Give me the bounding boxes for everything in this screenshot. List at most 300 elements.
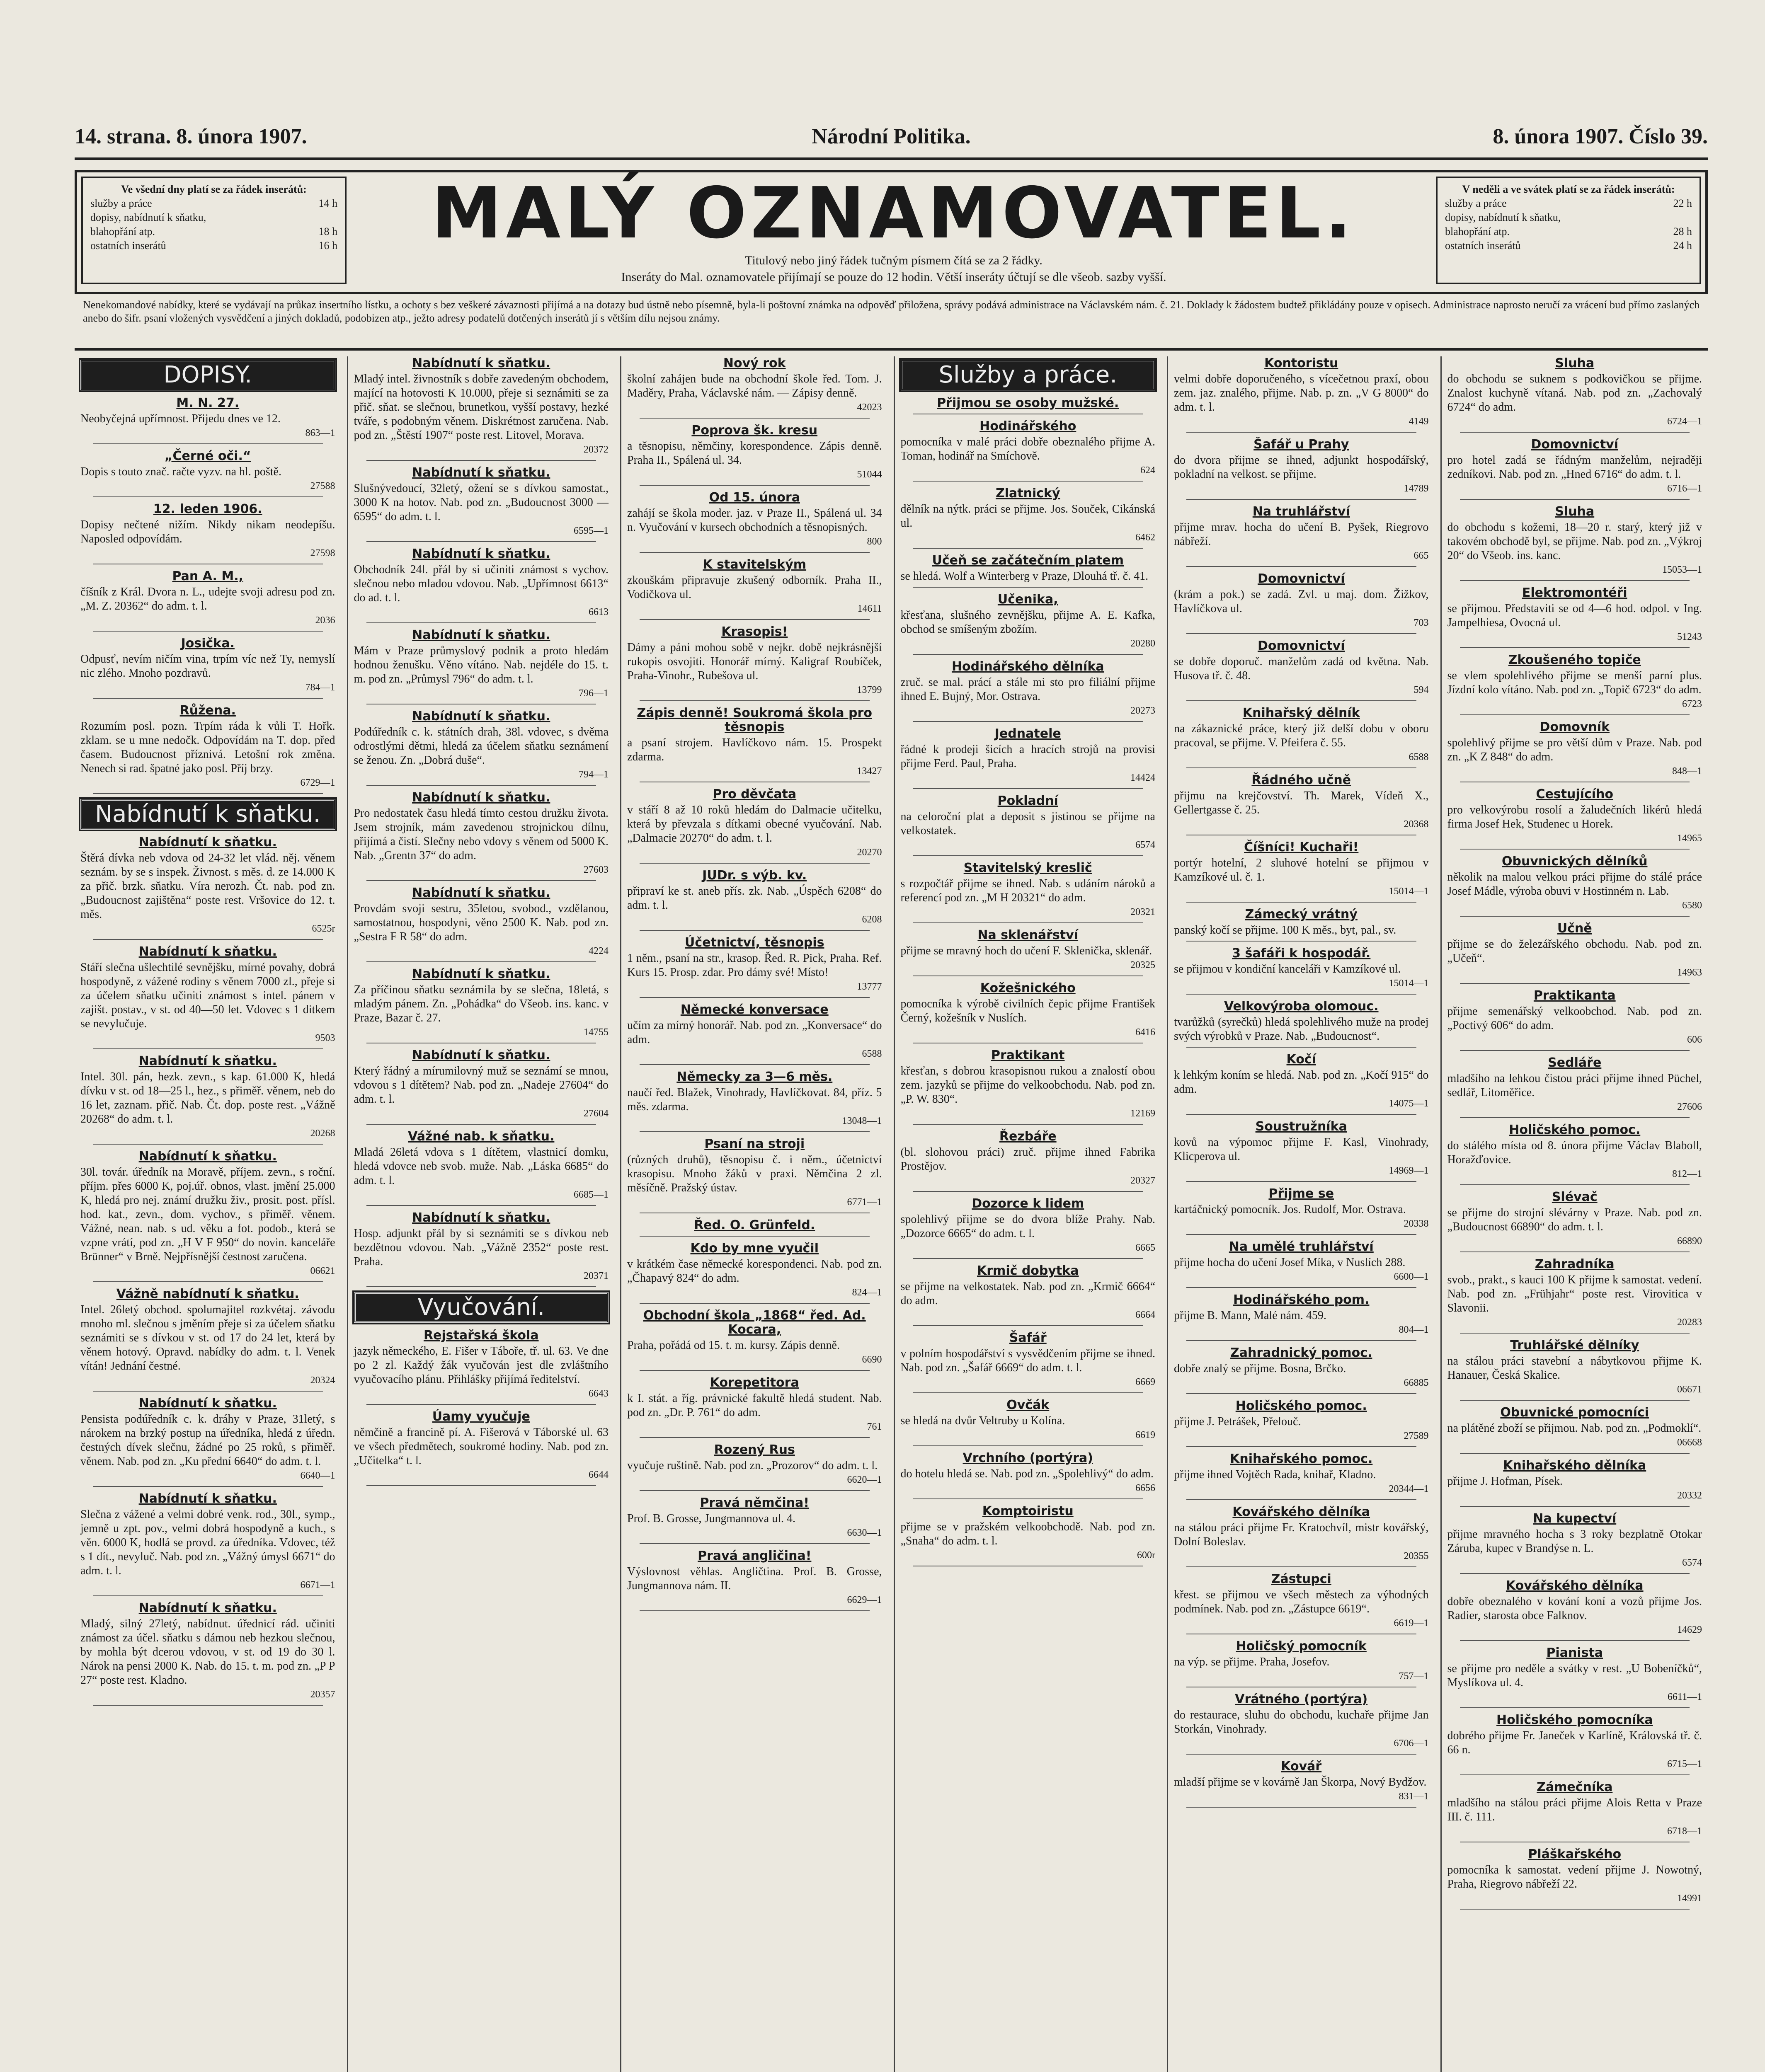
ad-text: se přijmou. Představiti se od 4—6 hod. odpol. v Ing. Jampelhiesa, Ovocná ul.: [1447, 602, 1702, 629]
ad-heading: Šafář u Prahy: [1253, 437, 1349, 452]
classified-ad: [354, 1048, 609, 1125]
ad-heading: Nabídnutí k sňatku.: [412, 547, 550, 561]
ad-reference: 27588: [310, 481, 335, 491]
ad-divider: [913, 975, 1143, 976]
ad-text: přijme se do železářského obchodu. Nab. pod zn. „Učeň“.: [1447, 938, 1702, 965]
classified-ad: [1174, 356, 1429, 433]
classified-ad: [901, 794, 1156, 856]
ad-reference: 20371: [584, 1271, 609, 1281]
ad-heading: Úamy vyučuje: [432, 1409, 530, 1424]
ad-reference: 20321: [1130, 907, 1155, 917]
ad-text: v polním hospodářství s vysvědčením přijme se ihned. Nab. pod zn. „Šafář 6669“ do adm. t. l.: [900, 1347, 1155, 1374]
ad-divider: [1186, 1754, 1416, 1755]
ad-divider: [1186, 1566, 1416, 1567]
ad-divider: [366, 1205, 596, 1206]
ad-reference: 66885: [1404, 1377, 1429, 1388]
header-left: 14. strana. 8. února 1907.: [75, 125, 307, 148]
classified-ad: [901, 1398, 1156, 1446]
ad-reference: 6629—1: [847, 1595, 882, 1605]
ad-reference: 6671—1: [300, 1580, 335, 1590]
ad-heading: Na umělé truhlářství: [1229, 1239, 1374, 1254]
ad-heading: Na sklenářství: [977, 928, 1079, 942]
ad-heading: Sluha: [1555, 504, 1595, 519]
ad-reference: 14969—1: [1389, 1165, 1429, 1176]
classified-ad: [80, 1150, 335, 1282]
ad-divider: [640, 1303, 870, 1304]
ad-divider: [93, 631, 323, 632]
ad-divider: [93, 698, 323, 699]
ad-text: Intel. 30l. pán, hezk. zevn., s kap. 61.000 K, hledá dívku v st. od 18—25 l., hez., s přiměř. věnem, neb do 16 let, zaznam. přič. Nab. Čt. dop. poste rest. „Vážně 20268“ do adm. t. l.: [80, 1070, 335, 1126]
ad-heading: Šafář: [1009, 1331, 1047, 1345]
ad-heading: Ovčák: [1006, 1398, 1050, 1412]
ad-reference: 20355: [1404, 1551, 1429, 1561]
ad-text: Hosp. adjunkt přál by si seznámiti se s dívkou neb bezdětnou vdovou. Nab. „Vážně 2352“ poste rest. Praha.: [354, 1227, 609, 1268]
ad-heading: Učenika,: [997, 592, 1058, 607]
classified-ad: [1174, 1120, 1429, 1182]
column-4: [894, 356, 1161, 2072]
ad-heading: 12. leden 1906.: [153, 502, 262, 516]
classified-ad: [1447, 653, 1702, 715]
ad-heading: Zlatnický: [995, 486, 1060, 501]
ad-reference: 6665: [1135, 1242, 1155, 1253]
ad-divider: [1460, 714, 1690, 715]
classified-ad: [1174, 1293, 1429, 1341]
classified-ad: [627, 625, 882, 701]
ad-reference: 20324: [310, 1375, 335, 1386]
classified-ad: [627, 1309, 882, 1371]
classified-ad: [1447, 1512, 1702, 1574]
ad-reference: 9503: [315, 1033, 335, 1043]
classified-ad: [1174, 1572, 1429, 1634]
ad-reference: 20280: [1130, 638, 1155, 649]
ad-heading: Pianista: [1546, 1646, 1603, 1660]
ad-heading: Jednatele: [994, 726, 1061, 741]
classified-ad: [627, 558, 882, 620]
classified-ad: [1447, 1339, 1702, 1401]
ad-heading: Od 15. února: [709, 490, 800, 505]
ad-reference: 6619—1: [1394, 1618, 1429, 1629]
classified-ad: [901, 727, 1156, 789]
ad-heading: Kontoristu: [1264, 356, 1338, 370]
ad-divider: [1460, 983, 1690, 984]
ad-text: Rozumím posl. pozn. Trpím ráda k vůli T. Hořk. zklam. se u mne nedočk. Odpovídám na T. dop. před časem. Budoucnost příznivá. Letošní rok změna. Nenech si rad. špatné jako posl. Příj brzy.: [80, 720, 335, 775]
ad-reference: 14611: [857, 603, 882, 614]
ad-reference: 600r: [1137, 1550, 1155, 1561]
ad-reference: 6416: [1135, 1027, 1155, 1038]
rate-label: ostatních inserátů: [1445, 240, 1521, 252]
ad-divider: [913, 1498, 1143, 1499]
rate-row: [1445, 239, 1692, 253]
ad-divider: [1460, 580, 1690, 581]
ad-divider: [1186, 767, 1416, 768]
classified-ad: [1174, 1346, 1429, 1394]
ad-heading: Zápis denně! Soukromá škola pro těsnopis: [637, 706, 872, 734]
ad-text: se hledá. Wolf a Winterberg v Praze, Dlouhá tř. č. 41.: [900, 570, 1149, 583]
ad-heading: Dozorce k lidem: [972, 1196, 1084, 1211]
ad-divider: [93, 1595, 323, 1596]
ad-divider: [93, 1391, 323, 1392]
ad-text: spolehlivý přijme se pro větší dům v Praze. Nab. pod zn. „K Z 848“ do adm.: [1447, 736, 1702, 763]
classified-ad: [1174, 706, 1429, 768]
ad-text: vyučuje ruštině. Nab. pod zn. „Prozorov“ do adm. t. l.: [627, 1459, 878, 1472]
rate-price: 24 h: [1673, 240, 1692, 252]
ad-heading: Knihařského dělníka: [1503, 1458, 1646, 1473]
classified-ad: [354, 1130, 609, 1206]
ad-heading: Nabídnutí k sňatku.: [138, 1601, 277, 1615]
ad-reference: 703: [1413, 617, 1429, 628]
classified-ad: [1447, 1847, 1702, 1910]
ad-text: Prof. B. Grosse, Jungmannova ul. 4.: [627, 1512, 795, 1525]
classified-ad: [901, 487, 1156, 549]
ad-reference: 6729—1: [300, 777, 335, 788]
ad-heading: Vážně nabídnutí k sňatku.: [116, 1287, 299, 1301]
ad-heading: Nabídnutí k sňatku.: [412, 628, 550, 642]
ad-text: přijme J. Petrášek, Přelouč.: [1174, 1415, 1301, 1428]
ad-text: několik na malou velkou práci přijme do stálé práce Josef Mádle, výroba obuvi v Hostinném n. Lab.: [1447, 871, 1702, 898]
rate-label: služby a práce: [90, 197, 152, 209]
ad-heading: Kočí: [1286, 1052, 1316, 1067]
ad-reference: 20270: [857, 847, 882, 858]
ad-reference: 66890: [1677, 1236, 1702, 1247]
ad-text: Mladá 26letá vdova s 1 dítětem, vlastnicí domku, hledá vdovce neb svob. muže. Nab. „Láska 6685“ do adm. t. l.: [354, 1146, 609, 1187]
ad-reference: 848—1: [1672, 766, 1702, 777]
classified-ad: [901, 981, 1156, 1043]
classified-ad: [354, 356, 609, 461]
classified-ad: [627, 1443, 882, 1491]
ad-heading: Cestujícího: [1536, 787, 1614, 801]
ad-divider: [913, 1325, 1143, 1326]
column-1: [75, 356, 341, 2072]
ad-heading: Účetnictví, těsnopis: [685, 935, 824, 950]
classified-ad: [901, 1048, 1156, 1125]
ad-heading: Josička.: [181, 636, 235, 651]
classified-ad: [354, 466, 609, 542]
ad-text: do obchodu s kožemi, 18—20 r. starý, který již v takovém obchodě byl, se přijme. Nab. pod zn. „Výkroj 20“ do Všeob. ins. kanc.: [1447, 521, 1702, 562]
ad-divider: [93, 443, 323, 444]
rate-label: dopisy, nabídnutí k sňatku,: [90, 211, 206, 223]
ad-text: (bl. slohovou práci) zruč. přijme ihned Fabrika Prostějov.: [900, 1146, 1155, 1173]
ad-text: Dopis s touto znač. račte vyzv. na hl. poště.: [80, 465, 281, 478]
ad-reference: 6620—1: [847, 1474, 882, 1485]
ad-heading: Učeň se začátečním platem: [932, 553, 1124, 568]
rate-label: dopisy, nabídnutí k sňatku,: [1445, 211, 1561, 223]
classified-ad: [1174, 1053, 1429, 1115]
ad-text: 1 něm., psaní na str., krasop. Řed. R. Pick, Praha. Ref. Kurs 15. Prosp. zdar. Pro dámy své! Místo!: [627, 952, 882, 979]
ad-reference: 20273: [1130, 705, 1155, 716]
ad-reference: 15014—1: [1389, 886, 1429, 897]
classified-ad: [627, 1496, 882, 1544]
rate-row: [90, 211, 337, 225]
column-6: [1440, 356, 1708, 2072]
ad-heading: Truhlářské dělníky: [1510, 1338, 1639, 1353]
classified-ad: [1174, 1692, 1429, 1755]
ad-reference: 6771—1: [847, 1197, 882, 1208]
ad-heading: Obuvnické pomocníci: [1500, 1405, 1649, 1420]
ad-text: Pro nedostatek času hledá tímto cestou družku života. Jsem strojník, mám zavedenou strojnickou dílnu, přijímá a čistí. Slečny nebo vdovy s věnem od 5000 K. Nab. „Grentn 37“ do adm.: [354, 807, 609, 862]
classified-ad: [1447, 1780, 1702, 1842]
ad-divider: [366, 880, 596, 881]
ad-text: dobrého přijme Fr. Janeček v Karlíně, Královská tř. č. 66 n.: [1447, 1729, 1702, 1756]
ad-text: a psaní strojem. Havlíčkovo nám. 15. Prospekt zdarma.: [627, 736, 882, 763]
classified-ad: [80, 637, 335, 699]
ad-reference: 6640—1: [300, 1470, 335, 1481]
ad-divider: [1186, 700, 1416, 701]
banner-title: MALÝ OZNAMOVATEL.: [432, 172, 1356, 254]
ad-divider: [1186, 1047, 1416, 1048]
ad-text: pomocníka k samostat. vedení přijme J. Nowotný, Praha, Riegrovo nábřeží 22.: [1447, 1864, 1702, 1890]
classified-ad: [80, 449, 335, 497]
classified-ad: [1174, 1187, 1429, 1235]
ad-divider: [1460, 1117, 1690, 1118]
ad-text: Provdám svoji sestru, 35letou, svobod., vzdělanou, samostatnou, hospodyni, věno 2500 K. Nab. pod zn. „Sestra F R 58“ do adm.: [354, 902, 609, 943]
classified-ad: [80, 945, 335, 1049]
classified-ad: [1174, 1760, 1429, 1808]
ad-reference: 27603: [584, 864, 609, 875]
ad-heading: Řádného učně: [1251, 773, 1351, 787]
ad-reference: 4224: [589, 946, 609, 956]
ad-divider: [93, 1144, 323, 1145]
ad-reference: 624: [1140, 465, 1155, 476]
ad-text: Neobyčejná upřímnost. Přijedu dnes ve 12.: [80, 412, 281, 425]
ad-heading: Přijme se: [1268, 1186, 1334, 1201]
newspaper-page: [75, 124, 1708, 2072]
ad-text: se přijmou v kondiční kanceláři v Kamzíkové ul.: [1174, 963, 1401, 975]
ad-text: se dobře doporuč. manželům zadá od května. Nab. Husova tř. č. 48.: [1174, 655, 1429, 682]
ad-reference: 13048—1: [842, 1116, 882, 1126]
ad-text: v krátkém čase německé korespondenci. Nab. pod zn. „Čhapavý 824“ do adm.: [627, 1258, 882, 1285]
classified-ad: [1174, 1000, 1429, 1048]
ad-reference: 794—1: [579, 769, 609, 780]
ad-reference: 6643: [589, 1388, 609, 1399]
ad-divider: [93, 1281, 323, 1282]
ad-reference: 784—1: [305, 682, 335, 693]
ad-heading: Knihařský dělník: [1242, 706, 1360, 720]
ad-heading: Slévač: [1552, 1190, 1598, 1204]
ad-divider: [913, 788, 1143, 789]
classified-ad: [901, 861, 1156, 923]
ad-divider: [366, 961, 596, 962]
ad-reference: 20325: [1130, 960, 1155, 971]
ad-divider: [1186, 499, 1416, 500]
ad-text: Praha, pořádá od 15. t. m. kursy. Zápis denně.: [627, 1339, 840, 1352]
ad-heading: Řed. O. Grünfeld.: [694, 1218, 815, 1232]
classified-ad: [1447, 356, 1702, 433]
weekday-rates: [81, 177, 347, 284]
ad-text: pomocníka k výrobě civilních čepic přijme František Černý, kožešník v Nuslích.: [900, 997, 1155, 1024]
ad-divider: [1186, 1340, 1416, 1341]
ad-text: pro velkovýrobu rosolí a žaludečních likérů hledá firma Josef Hek, Studenec u Horek.: [1447, 804, 1702, 830]
ad-heading: „Černé oči.“: [164, 449, 251, 463]
ad-text: Výslovnost věhlas. Angličtina. Prof. B. Grosse, Jungmannova nám. II.: [627, 1565, 882, 1592]
ad-reference: 6600—1: [1394, 1271, 1429, 1282]
section-heading: DOPISY.: [80, 360, 335, 390]
ad-divider: [1460, 1707, 1690, 1708]
ad-reference: 06671: [1677, 1384, 1702, 1395]
classified-ad: [627, 1070, 882, 1132]
ad-text: 30l. továr. úředník na Moravě, příjem. zevn., s roční. příjm. přes 6000 K, poj.úř. obnos, vlast. jmění 25.000 K, hledá pro nej. známí družku živ., prosit. post. přísl. hod. kat., zevn., dom. vychov., s přiměř. věnem. Vážné, nean. nab. s ud. věku a fot. podob., která se vzpne vrátí, pod zn. „H V F 950“ do novin. kanceláře Brünner“ v Brně. Nejpřísnější čestnost zaručena.: [80, 1166, 335, 1263]
ad-divider: [1460, 1573, 1690, 1574]
ad-reference: 594: [1413, 685, 1429, 695]
ad-divider: [1460, 1774, 1690, 1775]
ad-text: tvarůžků (syrečků) hledá spolehlivého muže na prodej svých výrobků v Praze. Nab. „Budoucnost“.: [1174, 1016, 1429, 1043]
ad-heading: Rejstařská škola: [423, 1328, 539, 1343]
ad-text: pro hotel zadá se řádným manželům, nejraději zedníkovi. Nab. pod zn. „Hned 6716“ do adm. t. l.: [1447, 454, 1702, 481]
note-rule: [75, 348, 1708, 351]
classified-ad: [901, 928, 1156, 976]
classified-ad: [627, 1376, 882, 1438]
rate-row: [1445, 225, 1692, 239]
classified-ad: [1447, 1406, 1702, 1454]
classified-ad: [354, 886, 609, 962]
ad-text: mladšího na lehkou čistou práci přijme ihned Püchel, sedlář, Litoměřice.: [1447, 1072, 1702, 1099]
ad-reference: 6619: [1135, 1430, 1155, 1440]
ad-heading: Elektromontéři: [1522, 586, 1627, 600]
classified-ad: [627, 424, 882, 486]
ad-reference: 12169: [1130, 1108, 1155, 1119]
ad-divider: [913, 721, 1143, 722]
ad-heading: Rozený Rus: [714, 1443, 795, 1457]
rate-price: 18 h: [318, 225, 337, 237]
ad-divider: [1460, 916, 1690, 917]
ad-text: se přijme do strojní slévárny v Praze. Nab. pod zn. „Budoucnost 66890“ do adm. t. l.: [1447, 1206, 1702, 1233]
ad-heading: Hodinářského: [979, 419, 1076, 433]
ad-reference: 06668: [1677, 1437, 1702, 1448]
ad-heading: Knihařského pomoc.: [1230, 1452, 1373, 1466]
classified-ad: [901, 396, 1156, 414]
ad-text: Slečna z vážené a velmi dobré venk. rod., 30l., symp., jemně u zpt. pov., velmi dobrá hospodyně a kuch., s věn. 6000 K, hodlá se provd. za úředníka. Vdovec, též s 1 dít., nevyluč. Nab. pod zn. „Vážný úmysl 6671“ do adm. t. l.: [80, 1508, 335, 1577]
ad-heading: Domovnictví: [1257, 639, 1345, 653]
ad-heading: Číšníci! Kuchaři!: [1244, 840, 1359, 854]
ad-text: křest. se přijmou ve všech městech za výhodných podmínek. Nab. pod zn. „Zástupce 6619“.: [1174, 1588, 1429, 1615]
ad-heading: Domovnictví: [1531, 437, 1619, 452]
ad-text: zruč. se mal. prácí a stále mi sto pro filiální přijme ihned E. Bujný, Mor. Ostrava.: [900, 676, 1155, 703]
header-rule: [75, 157, 1708, 160]
ad-divider: [93, 496, 323, 497]
ad-text: číšník z Král. Dvora n. L., udejte svoji adresu pod zn. „M. Z. 20362“ do adm. t. l.: [80, 586, 335, 612]
ad-divider: [640, 863, 870, 864]
rate-row: [1445, 211, 1692, 225]
ad-text: přijme B. Mann, Malé nám. 459.: [1174, 1309, 1326, 1322]
ad-text: pomocníka v malé práci dobře obeznalého přijme A. Toman, hodinář na Smíchově.: [900, 436, 1155, 462]
ad-heading: Kovářského dělníka: [1506, 1578, 1644, 1593]
ad-text: mladší přijme se v kovárně Jan Škorpa, Nový Bydžov.: [1174, 1776, 1427, 1789]
ad-divider: [1460, 849, 1690, 850]
ad-reference: 863—1: [305, 428, 335, 438]
ad-text: na celoroční plat a deposit s jistinou se přijme na velkostatek.: [900, 810, 1155, 837]
classified-ad: [80, 704, 335, 794]
ad-divider: [640, 1543, 870, 1544]
ad-divider: [366, 1286, 596, 1287]
ad-heading: Praktikant: [991, 1048, 1065, 1063]
classified-ad: [1447, 1459, 1702, 1507]
ad-text: velmi dobře doporučeného, s vícečetnou praxí, obou zem. jaz. znalého, přijme. Nab. p. zn. „V G 8000“ do adm. t. l.: [1174, 373, 1429, 414]
ad-divider: [640, 1370, 870, 1371]
ad-divider: [366, 1124, 596, 1125]
ad-text: spolehlivý přijme se do dvora blíže Prahy. Nab. „Dozorce 6665“ do adm. t. l.: [900, 1213, 1155, 1240]
ad-reference: 51243: [1677, 632, 1702, 642]
ad-text: Mám v Praze průmyslový podnik a proto hledám hodnou ženušku. Věno vítáno. Nab. nejdéle do 15. t. m. pod zn. „Průmysl 796“ do adm. t. l.: [354, 644, 609, 685]
ad-heading: Nabídnutí k sňatku.: [412, 1210, 550, 1225]
ad-heading: Domovník: [1540, 720, 1610, 734]
rate-row: [1445, 196, 1692, 211]
classified-ad: [354, 709, 609, 786]
ad-reference: 15053—1: [1662, 564, 1702, 575]
ad-divider: [1186, 994, 1416, 995]
ad-text: přijmu na krejčovství. Th. Marek, Vídeň X., Gellertgasse č. 25.: [1174, 789, 1429, 816]
ad-heading: Zahradníka: [1535, 1257, 1615, 1271]
classified-ad: [1447, 505, 1702, 581]
ad-reference: 606: [1687, 1034, 1702, 1045]
classified-ad: [1447, 922, 1702, 984]
ad-heading: Německy za 3—6 měs.: [676, 1070, 833, 1084]
ad-divider: [640, 1064, 870, 1065]
ad-heading: Pokladní: [997, 794, 1058, 808]
ad-text: Podúředník c. k. státních drah, 38l. vdovec, s dvěma odrostlými dětmi, hledá za účelem sňatku seznámení se ženou. Zn. „Dobrá duše“.: [354, 726, 609, 767]
ad-text: dobře obeznalého v kování koní a vozů přijme Jos. Radier, starosta obce Falknov.: [1447, 1595, 1702, 1622]
rate-label: ostatních inserátů: [90, 240, 166, 252]
ad-heading: Nabídnutí k sňatku.: [138, 835, 277, 850]
ad-reference: 14963: [1677, 967, 1702, 978]
classified-ad: [80, 502, 335, 564]
classified-ad: [627, 491, 882, 553]
ad-heading: Stavitelský kreslič: [963, 861, 1092, 875]
ad-reference: 13777: [857, 981, 882, 992]
ad-reference: 14424: [1130, 772, 1155, 783]
ad-reference: 6574: [1135, 840, 1155, 850]
ad-heading: Krasopis!: [721, 625, 788, 639]
ad-reference: 6718—1: [1667, 1826, 1702, 1837]
ad-text: kartáčnický pomocník. Jos. Rudolf, Mor. Ostrava.: [1174, 1203, 1406, 1216]
ad-heading: JUDr. s výb. kv.: [702, 868, 807, 883]
classified-ad: [1447, 1056, 1702, 1118]
ad-divider: [913, 1124, 1143, 1125]
ad-divider: [640, 1131, 870, 1132]
ad-heading: Zámečníka: [1537, 1780, 1613, 1794]
ad-divider: [1460, 1506, 1690, 1507]
column-5: [1167, 356, 1435, 2072]
classified-ad: [1174, 946, 1429, 995]
classified-ad: [901, 1197, 1156, 1259]
ad-heading: Nabídnutí k sňatku.: [138, 1149, 277, 1164]
ad-text: naučí řed. Blažek, Vinohrady, Havlíčkovat. 84, příz. 5 měs. zdarma.: [627, 1086, 882, 1113]
classified-ad: [1174, 639, 1429, 701]
rate-row: [90, 196, 337, 211]
ad-divider: [366, 1485, 596, 1486]
classified-ad: [901, 1264, 1156, 1326]
ad-divider: [93, 793, 323, 794]
ad-reference: 6716—1: [1667, 483, 1702, 494]
ad-heading: Nabídnutí k sňatku.: [412, 790, 550, 805]
ad-reference: 6595—1: [574, 525, 609, 536]
classified-ad: [80, 396, 335, 444]
ad-text: přijme semenářský velkoobchod. Nab. pod zn. „Poctivý 606“ do adm.: [1447, 1005, 1702, 1032]
ad-divider: [640, 700, 870, 701]
ad-text: přijme ihned Vojtěch Rada, knihař, Kladno.: [1174, 1468, 1376, 1481]
ad-divider: [1186, 566, 1416, 567]
classified-ad: [1174, 1452, 1429, 1500]
classified-ad: [1447, 586, 1702, 648]
ad-text: se přijme pro neděle a svátky v rest. „U Bobeníčků“, Myslíkova ul. 4.: [1447, 1662, 1702, 1689]
ad-reference: 6724—1: [1667, 416, 1702, 427]
ad-reference: 14789: [1404, 483, 1429, 494]
classified-ad: [627, 706, 882, 782]
ad-reference: 6715—1: [1667, 1759, 1702, 1769]
ad-divider: [93, 1486, 323, 1487]
ad-heading: Holičského pomoc.: [1235, 1399, 1367, 1413]
ad-divider: [640, 418, 870, 419]
rate-price: 22 h: [1673, 197, 1692, 209]
ad-text: Dámy a páni mohou sobě v nejkr. době nejkrásnější rukopis osvojiti. Honorář mírný. Kaligraf Roubíček, Praha-Vinohr., Rubešova ul.: [627, 641, 882, 682]
